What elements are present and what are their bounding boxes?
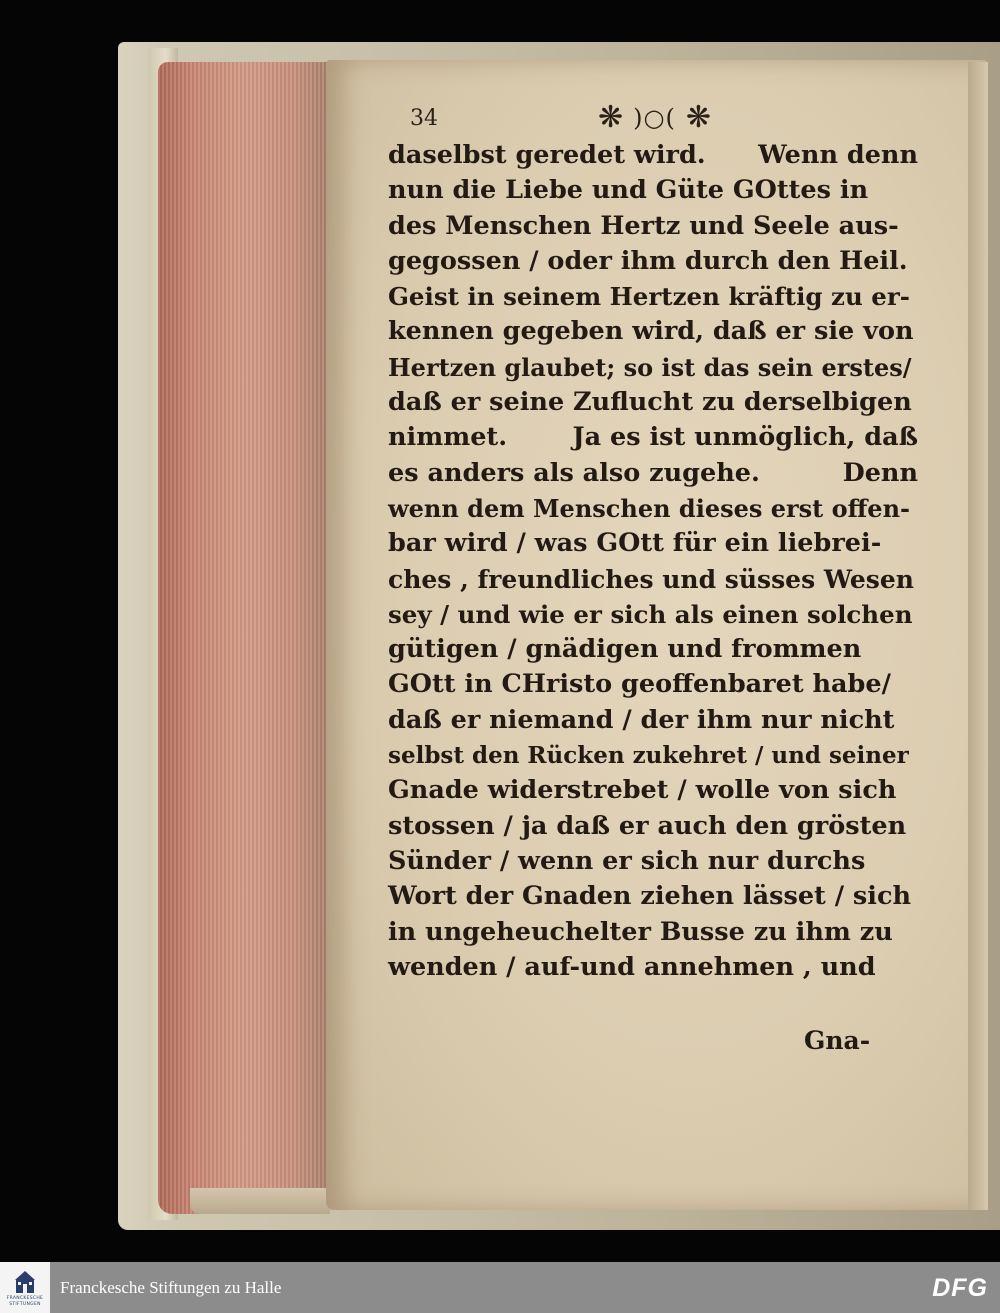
red-page-edges (158, 62, 330, 1214)
footer-bar (0, 1262, 1000, 1313)
text-segment: Wenn denn (758, 140, 918, 170)
dfg-logo[interactable]: DFG (932, 1274, 988, 1302)
text-segment: Ja es ist unmöglich, daß (572, 422, 918, 453)
text-segment: wenn dem Menschen dieses erst offen- (388, 493, 910, 523)
text-segment: Denn (842, 457, 918, 488)
text-line (388, 173, 918, 208)
text-line (388, 456, 918, 491)
text-segment: gegossen / oder ihm durch den Heil. (388, 245, 908, 276)
text-segment: Hertzen glaubet; so ist das sein erstes/ (388, 352, 912, 382)
page-number: 34 (410, 105, 438, 131)
text-line (388, 632, 918, 667)
text-segment: kennen gegeben wird, daß er sie von (388, 316, 914, 347)
text-segment: daß er seine Zuflucht zu derselbigen (388, 387, 912, 418)
text-segment: daß er niemand / der ihm nur nicht (388, 704, 895, 735)
text-line (388, 773, 918, 808)
text-line (388, 703, 918, 738)
text-line (388, 667, 918, 702)
text-line (388, 314, 918, 349)
text-segment: GOtt in CHristo geoffenbaret habe/ (388, 669, 891, 700)
logo-text-line2: STIFTUNGEN (9, 1301, 41, 1307)
text-segment: in ungeheuchelter Busse zu ihm zu (388, 916, 893, 947)
text-line (388, 138, 918, 173)
text-segment: daselbst geredet wird. (388, 140, 706, 170)
text-line (388, 279, 918, 314)
text-segment: nimmet. (388, 422, 508, 453)
header-divider: )○( (633, 104, 676, 132)
catchword: Gna- (804, 1026, 871, 1055)
text-line (388, 244, 918, 279)
text-segment: ches , freundliches und süsses Wesen (388, 564, 914, 594)
text-line (388, 915, 918, 950)
text-segment: bar wird / was GOtt für ein liebrei- (388, 528, 882, 559)
flower-ornament-icon: ❋ (598, 100, 624, 135)
text-segment: sey / und wie er sich als einen solchen (388, 599, 913, 629)
text-line (388, 809, 918, 844)
text-segment: Sünder / wenn er sich nur durchs (388, 845, 866, 876)
text-segment: Wort der Gnaden ziehen lässet / sich (388, 881, 912, 912)
text-line (388, 950, 918, 985)
text-line (388, 385, 918, 420)
page-block-bottom (190, 1188, 330, 1214)
text-segment: wenden / auf-und annehmen , und (388, 951, 876, 982)
text-line (388, 597, 918, 632)
text-segment: selbst den Rücken zukehret / und seiner (388, 742, 909, 770)
text-line (388, 209, 918, 244)
facing-page-edge (968, 62, 988, 1210)
text-line (388, 844, 918, 879)
text-segment: des Menschen Hertz und Seele aus- (388, 210, 899, 241)
text-line (388, 491, 918, 526)
text-line (388, 350, 918, 385)
text-segment: gütigen / gnädigen und frommen (388, 634, 862, 665)
text-line (388, 420, 918, 455)
text-segment: Geist in seinem Hertzen kräftig zu er- (388, 282, 910, 312)
text-segment: stossen / ja daß er auch den grösten (388, 810, 907, 841)
francke-logo (0, 1262, 50, 1313)
logo-text-line1: FRANCKESCHE (6, 1295, 44, 1301)
text-line (388, 879, 918, 914)
page-header (410, 98, 770, 138)
text-segment: nun die Liebe und Güte GOttes in (388, 175, 869, 206)
text-line (388, 738, 918, 773)
text-line (388, 526, 918, 561)
text-segment: es anders als also zugehe. (388, 457, 760, 488)
body-text (388, 138, 918, 985)
flower-ornament-icon: ❋ (685, 100, 711, 135)
francke-building-icon (14, 1269, 36, 1295)
text-segment: Gnade widerstrebet / wolle von sich (388, 775, 897, 806)
text-line (388, 562, 918, 597)
institution-link[interactable]: Franckesche Stiftungen zu Halle (60, 1277, 282, 1297)
